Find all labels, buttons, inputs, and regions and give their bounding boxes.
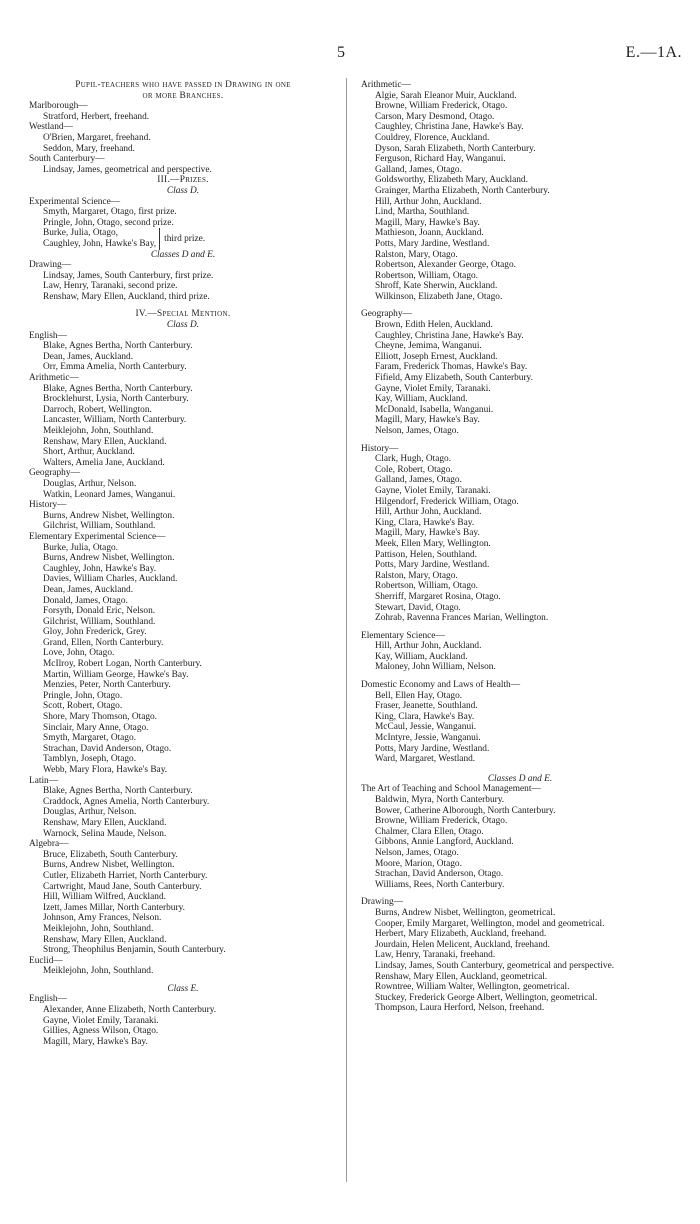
entry: Hill, Arthur John, Auckland. — [375, 507, 482, 518]
entry: Gibbons, Annie Langford, Auckland. — [375, 837, 514, 848]
entry: Alexander, Anne Elizabeth, North Canterbury. — [43, 1005, 217, 1016]
entry-list — [361, 320, 679, 437]
entry-list — [29, 1005, 337, 1047]
district-heading: Marlborough— — [29, 101, 88, 112]
entry-list — [361, 91, 679, 303]
page-reference: E.—1A. — [625, 44, 682, 61]
entry: Izett, James Millar, North Canterbury. — [43, 902, 185, 913]
entry: Watkin, Leonard James, Wanganui. — [43, 489, 176, 500]
bracket-names — [39, 228, 160, 249]
entry: Galland, James, Otago. — [375, 475, 462, 486]
entry-list — [29, 543, 337, 776]
entry: Gilchrist, William, Southland. — [43, 616, 156, 627]
entry-list — [361, 908, 679, 1014]
entry: Strachan, David Anderson, Otago. — [43, 743, 172, 754]
subject-heading: History— — [29, 500, 67, 511]
entry: Hilgendorf, Frederick William, Otago. — [375, 496, 519, 507]
entry: Chalmer, Clara Ellen, Otago. — [375, 826, 484, 837]
entry: Burns, Andrew Nisbet, Wellington. — [43, 510, 175, 521]
entry: Magill, Mary, Hawke's Bay. — [375, 528, 480, 539]
entry: Gilchrist, William, Southland. — [43, 521, 156, 532]
subject-heading: Geography— — [361, 309, 412, 320]
left-column — [29, 80, 337, 1047]
entry: Shore, Mary Thomson, Otago. — [43, 712, 158, 723]
entry: Wilkinson, Elizabeth Jane, Otago. — [375, 291, 503, 302]
entry: Blake, Agnes Bertha, North Canterbury. — [43, 341, 193, 352]
entry: Caughley, Christina Jane, Hawke's Bay. — [375, 330, 524, 341]
subject-heading: Arithmetic— — [361, 80, 411, 90]
entry: Browne, William Frederick, Otago. — [375, 101, 508, 112]
entry: Lindsay, James, geometrical and perspective. — [43, 164, 212, 175]
entry: Strachan, David Anderson, Otago. — [375, 869, 504, 880]
entry-list — [361, 795, 679, 890]
section-title: III.—Prizes. — [157, 175, 209, 186]
entry: Jourdain, Helen Melicent, Auckland, freehand. — [375, 939, 550, 950]
entry: Carson, Mary Desmond, Otago. — [375, 111, 495, 122]
entry: Lindsay, James, South Canterbury, first prize. — [43, 270, 214, 281]
subject-heading: Elementary Science— — [361, 630, 445, 641]
bracket-group — [29, 228, 337, 249]
entry: Renshaw, Mary Ellen, Auckland. — [43, 934, 167, 945]
entry: Meiklejohn, John, Southland. — [43, 966, 154, 977]
entry: Davies, William Charles, Auckland. — [43, 574, 178, 585]
entry: Hill, William Wilfred, Auckland. — [43, 892, 166, 903]
entry: Forsyth, Donald Eric, Nelson. — [43, 606, 156, 617]
entry: Thompson, Laura Herford, Nelson, freehand. — [375, 1003, 545, 1014]
entry: King, Clara, Hawke's Bay. — [375, 711, 475, 722]
column-divider — [346, 78, 347, 1182]
entry-list — [361, 691, 679, 765]
subject-heading: Euclid— — [29, 955, 63, 966]
class-heading: Class D. — [166, 185, 200, 196]
entry: Darroch, Robert, Wellington. — [43, 404, 152, 415]
entry: Sherriff, Margaret Rosina, Otago. — [375, 591, 501, 602]
entry: Strong, Theophilus Benjamin, South Canterbury. — [43, 945, 226, 956]
entry: Clark, Hugh, Otago. — [375, 454, 452, 465]
subject-heading: Drawing— — [361, 897, 404, 908]
subject-heading: Elementary Experimental Science— — [29, 531, 166, 542]
class-heading: Class D. — [166, 320, 200, 331]
entry: Gloy, John Frederick, Grey. — [43, 627, 147, 638]
entry: Gillies, Agness Wilson, Otago. — [43, 1026, 159, 1037]
subject-heading: Drawing— — [29, 260, 72, 271]
right-column — [361, 80, 679, 1014]
subject-heading: The Art of Teaching and School Management— — [361, 784, 541, 795]
entry: Smyth, Margaret, Otago. — [43, 733, 136, 744]
entry: Ward, Margaret, Westland. — [375, 754, 476, 765]
entry: Johnson, Amy Frances, Nelson. — [43, 913, 162, 924]
subject-heading: English— — [29, 330, 67, 341]
entry: Tamblyn, Joseph, Otago. — [43, 754, 137, 765]
entry: Lind, Martha, Southland. — [375, 207, 470, 218]
subject-heading: Experimental Science— — [29, 196, 121, 207]
entry: Caughley, John, Hawke's Bay, — [43, 238, 157, 249]
entry: Cooper, Emily Margaret, Wellington, model and geometrical. — [375, 918, 605, 929]
entry: Meiklejohn, John, Southland. — [43, 923, 154, 934]
entry-list — [29, 786, 337, 839]
entry: Elliott, Joseph Ernest, Auckland. — [375, 351, 498, 362]
class-heading: Class E. — [167, 983, 199, 994]
entry: Grand, Ellen, North Canterbury. — [43, 637, 164, 648]
subject-heading: English— — [29, 994, 67, 1005]
entry: Nelson, James, Otago. — [375, 847, 459, 858]
entry: Fifield, Amy Elizabeth, South Canterbury. — [375, 373, 533, 384]
entry: Gayne, Violet Emily, Taranaki. — [43, 1015, 159, 1026]
entry: Walters, Amelia Jane, Auckland. — [43, 457, 165, 468]
entry: Lindsay, James, South Canterbury, geometrical and perspective. — [375, 960, 615, 971]
subject-heading: Geography— — [29, 468, 80, 479]
entry: Burns, Andrew Nisbet, Wellington, geometrical. — [375, 907, 556, 918]
entry: Lancaster, William, North Canterbury. — [43, 415, 187, 426]
entry: Burke, Julia, Otago, — [43, 228, 118, 239]
entry: Stuckey, Frederick George Albert, Wellington, geometrical. — [375, 992, 598, 1003]
entry: King, Clara, Hawke's Bay. — [375, 517, 475, 528]
entry: Algie, Sarah Eleanor Muir, Auckland. — [375, 90, 517, 101]
entry-list — [29, 479, 337, 500]
entry-list — [29, 850, 337, 956]
entry: Law, Henry, Taranaki, second prize. — [43, 281, 178, 292]
entry: Dean, James, Auckland. — [43, 351, 134, 362]
entry-list — [29, 511, 337, 532]
entry: Sinclair, Mary Anne, Otago. — [43, 722, 149, 733]
entry: McIlroy, Robert Logan, North Canterbury. — [43, 659, 202, 670]
district-heading: Westland— — [29, 122, 73, 133]
entry-list — [29, 341, 337, 373]
entry: O'Brien, Margaret, freehand. — [43, 132, 151, 143]
section-title: IV.—Special Mention. — [135, 309, 231, 320]
entry: McDonald, Isabella, Wanganui. — [375, 404, 494, 415]
entry: Stewart, David, Otago. — [375, 602, 461, 613]
entry: Williams, Rees, North Canterbury. — [375, 879, 505, 890]
entry: Shroff, Kate Sherwin, Auckland. — [375, 281, 498, 292]
entry: Hill, Arthur John, Auckland. — [375, 196, 482, 207]
entry: Mathieson, Joann, Auckland. — [375, 228, 484, 239]
section-title: Pupil-teachers who have passed in Drawing in one — [75, 80, 291, 90]
entry: Nelson, James, Otago. — [375, 426, 459, 436]
entry: Smyth, Margaret, Otago, first prize. — [43, 207, 177, 218]
class-heading: Classes D and E. — [150, 249, 216, 260]
entry: Cartwright, Maud Jane, South Canterbury. — [43, 881, 202, 892]
entry: Cheyne, Jemima, Wanganui. — [375, 341, 482, 352]
entry: Douglas, Arthur, Nelson. — [43, 478, 137, 489]
entry: Dyson, Sarah Elizabeth, North Canterbury. — [375, 143, 536, 154]
entry: Donald, James, Otago. — [43, 595, 128, 606]
entry: Renshaw, Mary Ellen, Auckland. — [43, 436, 167, 447]
entry: Cole, Robert, Otago. — [375, 464, 453, 475]
entry: Magill, Mary, Hawke's Bay. — [375, 217, 480, 228]
entry: Herbert, Mary Elizabeth, Auckland, freehand. — [375, 929, 547, 940]
entry: Short, Arthur, Auckland. — [43, 447, 135, 458]
entry: Potts, Mary Jardine, Westland. — [375, 560, 490, 571]
entry: Law, Henry, Taranaki, freehand. — [375, 950, 496, 961]
entry: Browne, William Frederick, Otago. — [375, 816, 508, 827]
entry: Robertson, Alexander George, Otago. — [375, 260, 516, 271]
entry: Ralston, Mary, Otago. — [375, 570, 458, 581]
entry: Stratford, Herbert, freehand. — [43, 111, 150, 122]
subject-heading: Arithmetic— — [29, 373, 79, 384]
entry: Dean, James, Auckland. — [43, 584, 134, 595]
entry: Douglas, Arthur, Nelson. — [43, 807, 137, 818]
entry: Seddon, Mary, freehand. — [43, 143, 136, 154]
subject-heading: Domestic Economy and Laws of Health— — [361, 680, 521, 691]
entry: Fraser, Jeanette, Southland. — [375, 701, 478, 712]
entry: Renshaw, Mary Ellen, Auckland. — [43, 817, 167, 828]
entry-list — [29, 384, 337, 469]
entry: Pringle, John, Otago, second prize. — [43, 217, 174, 228]
entry: McIntyre, Jessie, Wanganui. — [375, 733, 481, 744]
entry: Galland, James, Otago. — [375, 164, 462, 175]
entry: Caughley, Christina Jane, Hawke's Bay. — [375, 122, 524, 133]
entry: Bruce, Elizabeth, South Canterbury. — [43, 849, 178, 860]
entry: Pringle, John, Otago. — [43, 690, 123, 701]
entry: Warnock, Selina Maude, Nelson. — [43, 828, 167, 839]
entry: Renshaw, Mary Ellen, Auckland, third prize. — [43, 291, 210, 302]
entry: Gayne, Violet Emily, Taranaki. — [375, 383, 491, 394]
entry: Cutler, Elizabeth Harriet, North Canterbury. — [43, 870, 208, 881]
subject-heading: Algebra— — [29, 839, 69, 850]
entry: Craddock, Agnes Amelia, North Canterbury. — [43, 796, 210, 807]
entry: Kay, William, Auckland. — [375, 651, 468, 662]
entry: Couldrey, Florence, Auckland. — [375, 132, 490, 143]
entry: Blake, Agnes Bertha, North Canterbury. — [43, 383, 193, 394]
entry: Meiklejohn, John, Southland. — [43, 426, 154, 436]
entry-list — [361, 641, 679, 673]
entry: Hill, Arthur John, Auckland. — [375, 641, 482, 652]
entry: Potts, Mary Jardine, Westland. — [375, 238, 490, 249]
entry: Kay, William, Auckland. — [375, 394, 468, 405]
entry: Bell, Ellen Hay, Otago. — [375, 690, 463, 701]
subject-heading: History— — [361, 443, 399, 454]
entry: Ralston, Mary, Otago. — [375, 249, 458, 260]
bracket-label: third prize. — [164, 233, 206, 244]
entry: Pattison, Helen, Southland. — [375, 549, 477, 560]
page-number: 5 — [337, 44, 345, 61]
entry: Meek, Ellen Mary, Wellington. — [375, 538, 491, 549]
district-heading: South Canterbury— — [29, 154, 105, 165]
entry: Bower, Catherine Alborough, North Canterbury. — [375, 805, 556, 816]
entry: McCaul, Jessie, Wanganui. — [375, 722, 477, 733]
entry: Ferguson, Richard Hay, Wanganui. — [375, 154, 506, 165]
entry: Gayne, Violet Emily, Taranaki. — [375, 485, 491, 496]
entry: Love, John, Otago. — [43, 648, 115, 659]
entry: Brown, Edith Helen, Auckland. — [375, 320, 493, 331]
entry: Caughley, John, Hawke's Bay. — [43, 563, 157, 574]
entry: Moore, Marion, Otago. — [375, 858, 462, 869]
entry: Goldsworthy, Elizabeth Mary, Auckland. — [375, 175, 528, 186]
entry: Baldwin, Myra, North Canterbury. — [375, 795, 505, 805]
entry: Blake, Agnes Bertha, North Canterbury. — [43, 786, 193, 797]
entry: Burns, Andrew Nisbet, Wellington. — [43, 553, 175, 564]
entry: Zohrab, Ravenna Frances Marian, Wellington. — [375, 613, 549, 624]
section-title: or more Branches. — [142, 90, 224, 101]
entry: Renshaw, Mary Ellen, Auckland, geometrical. — [375, 971, 548, 982]
subject-heading: Latin— — [29, 775, 59, 786]
entry: Orr, Emma Amelia, North Canterbury. — [43, 362, 187, 373]
class-heading: Classes D and E. — [487, 773, 553, 784]
entry: Faram, Frederick Thomas, Hawke's Bay. — [375, 362, 528, 373]
entry: Martin, William George, Hawke's Bay. — [43, 669, 189, 680]
entry: Scott, Robert, Otago. — [43, 701, 123, 712]
entry: Maloney, John William, Nelson. — [375, 662, 496, 673]
entry: Potts, Mary Jardine, Westland. — [375, 743, 490, 754]
entry: Robertson, William, Otago. — [375, 581, 478, 592]
entry: Webb, Mary Flora, Hawke's Bay. — [43, 765, 168, 775]
entry: Magill, Mary, Hawke's Bay. — [43, 1036, 148, 1047]
entry: Burke, Julia, Otago. — [43, 542, 118, 553]
entry-list — [361, 454, 679, 624]
entry: Menzies, Peter, North Canterbury. — [43, 680, 171, 691]
entry: Magill, Mary, Hawke's Bay. — [375, 415, 480, 426]
entry: Grainger, Martha Elizabeth, North Canterbury. — [375, 185, 550, 196]
entry: Burns, Andrew Nisbet, Wellington. — [43, 860, 175, 871]
entry: Robertson, William, Otago. — [375, 270, 478, 281]
entry: Brocklehurst, Lysia, North Canterbury. — [43, 394, 189, 405]
entry: Rowntree, William Walter, Wellington, geometrical. — [375, 982, 570, 993]
